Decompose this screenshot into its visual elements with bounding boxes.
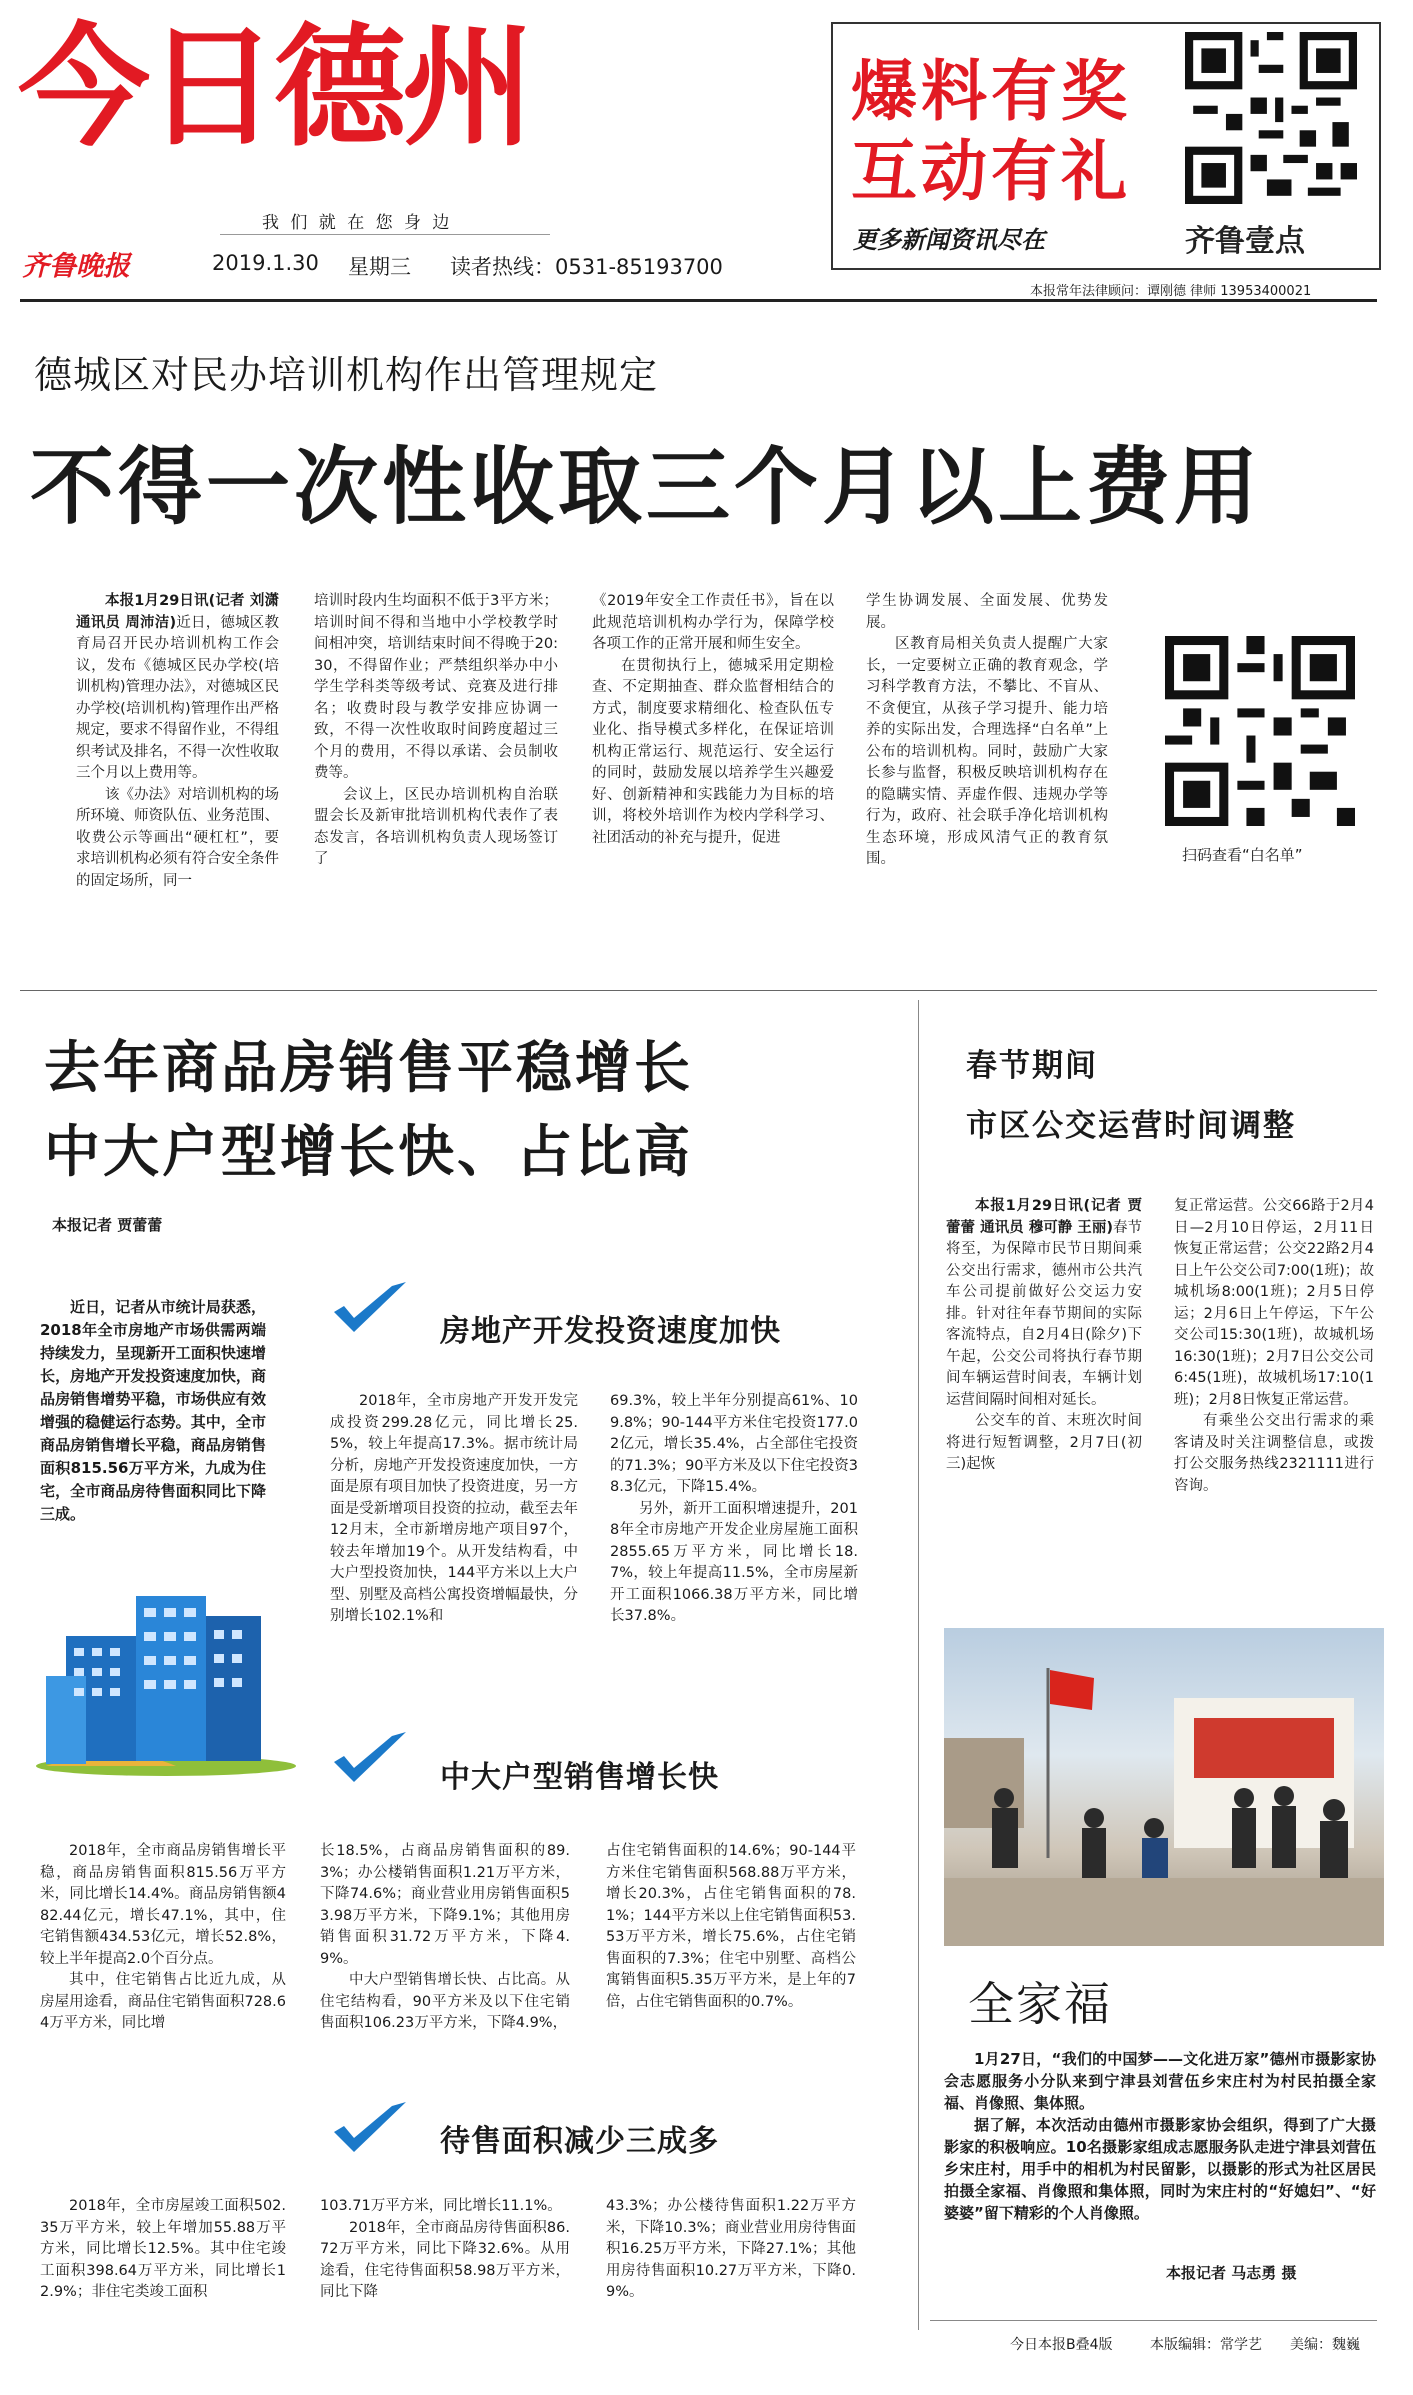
article3-column-2: 复正常运营。公交66路于2月4日—2月10日停运，2月11日恢复正常运营；公交22路2月4日上午公交公司7:00(1班)；故城机场8:00(1班)；2月5日停运；2月6日上午停运，下午公交公司15:30(1班)，故城机场16:30(1班)；2月7日公交公司6:45(1班)，故城机场17:10(1班)；2月8日恢复正常运营。 有乘坐公交出行需求的乘客请及时关注调整信息，或拨打公交服务热线2321111进行咨询。: [1174, 1198, 1374, 1494]
checkmark-icon: [330, 2098, 410, 2158]
article2-s3-column-3: 43.3%；办公楼待售面积1.22万平方米，下降10.3%；商业营业用房待售面积16.25万平方米，下降27.1%；其他用房待售面积10.27万平方米，下降0.9%。: [606, 2198, 856, 2300]
masthead-rule: [20, 299, 1377, 302]
promo-box: [831, 22, 1381, 270]
footer-rule: [930, 2320, 1377, 2321]
article2-s3-column-1: 2018年，全市房屋竣工面积502.35万平方米，较上年增加55.88万平方米，同比增长12.5%。其中住宅竣工面积398.64万平方米，同比增长12.9%；非住宅类竣工面积: [40, 2198, 286, 2300]
checkmark-icon: [330, 1728, 410, 1788]
promo-brand: 齐鲁壹点: [1185, 224, 1305, 259]
masthead-slogan: 我 们 就 在 您 身 边: [262, 213, 453, 233]
legal-advisor: 本报常年法律顾问：谭刚德 律师 13953400021: [1030, 284, 1312, 299]
qr-code-icon[interactable]: [1165, 636, 1355, 826]
article1-column-1: 本报1月29日讯(记者 刘潇 通讯员 周沛洁)近日，德城区教育局召开民办培训机构工作会议，发布《德城区民办学校(培训机构)管理办法》，对德城区民办学校(培训机构)管理作出严格规定，要求不得留作业，不得组织考试及排名，不得一次性收取三个月以上费用等。 该《办法》对培训机构的场所环境、师资队伍、业务范围、收费公示等画出“硬杠杠”，要求培训机构必须有符合安全条件的固定场所，同一: [76, 593, 279, 889]
article1-bottom-rule: [20, 990, 1377, 991]
article2-s2-column-2: 长18.5%，占商品房销售面积的89.3%；办公楼销售面积1.21万平方米，下降74.6%；商业营业用房销售面积53.98万平方米，下降9.1%；其他用房销售面积31.72万平方米，下降4.9%。 中大户型销售增长快、占比高。从住宅结构看，90平方米及以下住宅销售面积106.23万平方米，下降4.9%，: [320, 1843, 570, 2031]
article2-byline: 本报记者 贾蕾蕾: [52, 1216, 163, 1234]
buildings-illustration: [26, 1576, 306, 1776]
article1-byline: 本报1月29日讯(记者 刘潇 通讯员 周沛洁): [76, 593, 279, 631]
article2-s2-column-1: 2018年，全市商品房销售增长平稳，商品房销售面积815.56万平方米，同比增长14.4%。商品房销售额482.44亿元，增长47.1%，其中，住宅销售额434.53亿元，增长52.8%，较上半年提高2.0个百分点。 其中，住宅销售占比近九成，从房屋用途看，商品住宅销售面积728.64万平方米，同比增: [40, 1843, 286, 2031]
family-photo: [944, 1628, 1384, 1946]
qr-caption: 扫码查看“白名单”: [1182, 846, 1303, 864]
article1-kicker: 德城区对民办培训机构作出管理规定: [34, 353, 659, 397]
issue-date: 2019.1.30: [212, 251, 319, 275]
article2-s1-column-2: 69.3%，较上半年分别提高61%、109.8%；90-144平方米住宅投资177.02亿元，增长35.4%，占全部住宅投资的71.3%；90平方米及以下住宅投资38.3亿元，下降15.4%。 另外，新开工面积增速提升，2018年全市房地产开发企业房屋施工面积2855.65万平方米，同比增长18.7%，较上年提高11.5%，全市房屋新开工面积1066.38万平方米，同比增长37.8%。: [610, 1393, 858, 1624]
article2-headline-1: 去年商品房销售平稳增长: [44, 1036, 693, 1101]
qr-code-icon[interactable]: [1185, 32, 1357, 204]
article3-headline-1: 春节期间: [966, 1048, 1098, 1084]
article1-column-3: 《2019年安全工作责任书》，旨在以此规范培训机构办学行为，保障学校各项工作的正常开展和师生安全。 在贯彻执行上，德城采用定期检查、不定期抽查、群众监督相结合的方式，制度要求精细化、检查队伍专业化、指导模式多样化，在保证培训机构正常运行、规范运行、安全运行的同时，鼓励发展以培养学生兴趣爱好、创新精神和实践能力为目标的培训，将校外培训作为校内学科学习、社团活动的补充与提升，促进: [592, 593, 834, 846]
article2-s1-column-1: 2018年，全市房地产开发开发完成投资299.28亿元，同比增长25.5%，较上年提高17.3%。据市统计局分析，房地产开发投资速度加快，一方面是原有项目加快了投资进度，另一方面是受新增项目投资的拉动，截至去年12月末，全市新增房地产项目97个，较去年增加19个。从开发结构看，中大户型投资加快，144平方米以上大户型、别墅及高档公寓投资增幅最快，分别增长102.1%和: [330, 1393, 578, 1624]
footer-designer: 美编：魏巍: [1290, 2337, 1360, 2353]
article1-column-4: 学生协调发展、全面发展、优势发展。 区教育局相关负责人提醒广大家长，一定要树立正确的教育观念，学习科学教育方法，不攀比、不盲从、不贪便宜，从孩子学习提升、能力培养的实际出发，合理选择“白名单”上公布的培训机构。同时，鼓励广大家长参与监督，积极反映培训机构存在的隐瞒实情、弄虚作假、违规办学等行为，政府、社会联手净化培训机构生态环境，形成风清气正的教育氛围。: [866, 593, 1108, 867]
column-divider: [918, 1000, 919, 2330]
slogan-underline: [220, 234, 550, 235]
promo-line-1: 爆料有奖: [851, 53, 1131, 130]
article1-column-2: 培训时段内生均面积不低于3平方米；培训时间不得和当地中小学校教学时间相冲突，培训结束时间不得晚于20:30，不得留作业；严禁组织举办中小学生学科类等级考试、竞赛及进行排名；收费时段与教学安排应协调一致，不得一次性收取时间跨度超过三个月的费用，不得以承诺、会员制收费等。 会议上，区民办培训机构自治联盟会长及新审批培训机构代表作了表态发言，各培训机构负责人现场签订了: [314, 593, 558, 867]
article3-byline: 本报1月29日讯(记者 贾蕾蕾 通讯员 穆可静 王丽): [946, 1198, 1142, 1236]
section-heading-investment: 房地产开发投资速度加快: [440, 1314, 781, 1349]
article2-s3-column-2: 103.71万平方米，同比增长11.1%。 2018年，全市商品房待售面积86.72万平方米，同比下降32.6%。从用途看，住宅待售面积58.98万平方米，同比下降: [320, 2198, 570, 2300]
article2-lead: 近日，记者从市统计局获悉，2018年全市房地产市场供需两端持续发力，呈现新开工面积快速增长，房地产开发投资速度加快，商品房销售增势平稳，市场供应有效增强的稳健运行态势。其中，全市商品房销售增长平稳，商品房销售面积815.56万平方米，九成为住宅，全市商品房待售面积同比下降三成。: [40, 1298, 266, 1523]
promo-line-2: 互动有礼: [851, 133, 1131, 210]
issue-weekday: 星期三: [348, 255, 411, 279]
section-heading-inventory: 待售面积减少三成多: [440, 2124, 719, 2159]
footer-editor: 本版编辑：常学艺: [1150, 2337, 1262, 2353]
photo-scene: [944, 1628, 1384, 1946]
paper-name: 齐鲁晚报: [22, 251, 130, 282]
article4-body: 1月27日，“我们的中国梦——文化进万家”德州市摄影家协会志愿服务小分队来到宁津县刘营伍乡宋庄村为村民拍摄全家福、肖像照、集体照。 据了解，本次活动由德州市摄影家协会组织，得到了广大摄影家的积极响应。10名摄影家组成志愿服务队走进宁津县刘营伍乡宋庄村，用手中的相机为村民留影，以摄影的形式为社区居民拍摄全家福、肖像照和集体照，同时为宋庄村的“好媳妇”、“好婆婆”留下精彩的个人肖像照。: [944, 2050, 1376, 2222]
article3-column-1: 本报1月29日讯(记者 贾蕾蕾 通讯员 穆可静 王丽)春节将至，为保障市民节日期间乘公交出行需求，德州市公共汽车公司提前做好公交运力安排。针对往年春节期间的实际客流特点，自2月4日(除夕)下午起，公交公司将执行春节期间车辆运营时间表，车辆计划运营间隔时间相对延长。 公交车的首、末班次时间将进行短暂调整，2月7日(初三)起恢: [946, 1198, 1142, 1472]
article2-headline-2: 中大户型增长快、占比高: [44, 1120, 693, 1185]
reader-hotline: 读者热线：0531-85193700: [450, 255, 723, 279]
footer-edition: 今日本报B叠4版: [1010, 2337, 1113, 2353]
article4-headline: 全家福: [968, 1977, 1112, 2031]
checkmark-icon: [330, 1278, 410, 1338]
article3-headline-2: 市区公交运营时间调整: [966, 1108, 1296, 1144]
promo-sub: 更多新闻资讯尽在: [853, 225, 1045, 254]
article4-byline: 本报记者 马志勇 摄: [1166, 2264, 1297, 2282]
masthead-logo: 今日德州: [18, 11, 530, 165]
article2-s2-column-3: 占住宅销售面积的14.6%；90-144平方米住宅销售面积568.88万平方米，增长20.3%，占住宅销售面积的78.1%；144平方米以上住宅销售面积53.53万平方米，增长75.6%，占住宅销售面积的7.3%；住宅中别墅、高档公寓销售面积5.35万平方米，是上年的7倍，占住宅销售面积的0.7%。: [606, 1843, 856, 2010]
article1-headline: 不得一次性收取三个月以上费用: [30, 438, 1263, 536]
section-heading-sales: 中大户型销售增长快: [440, 1760, 719, 1795]
